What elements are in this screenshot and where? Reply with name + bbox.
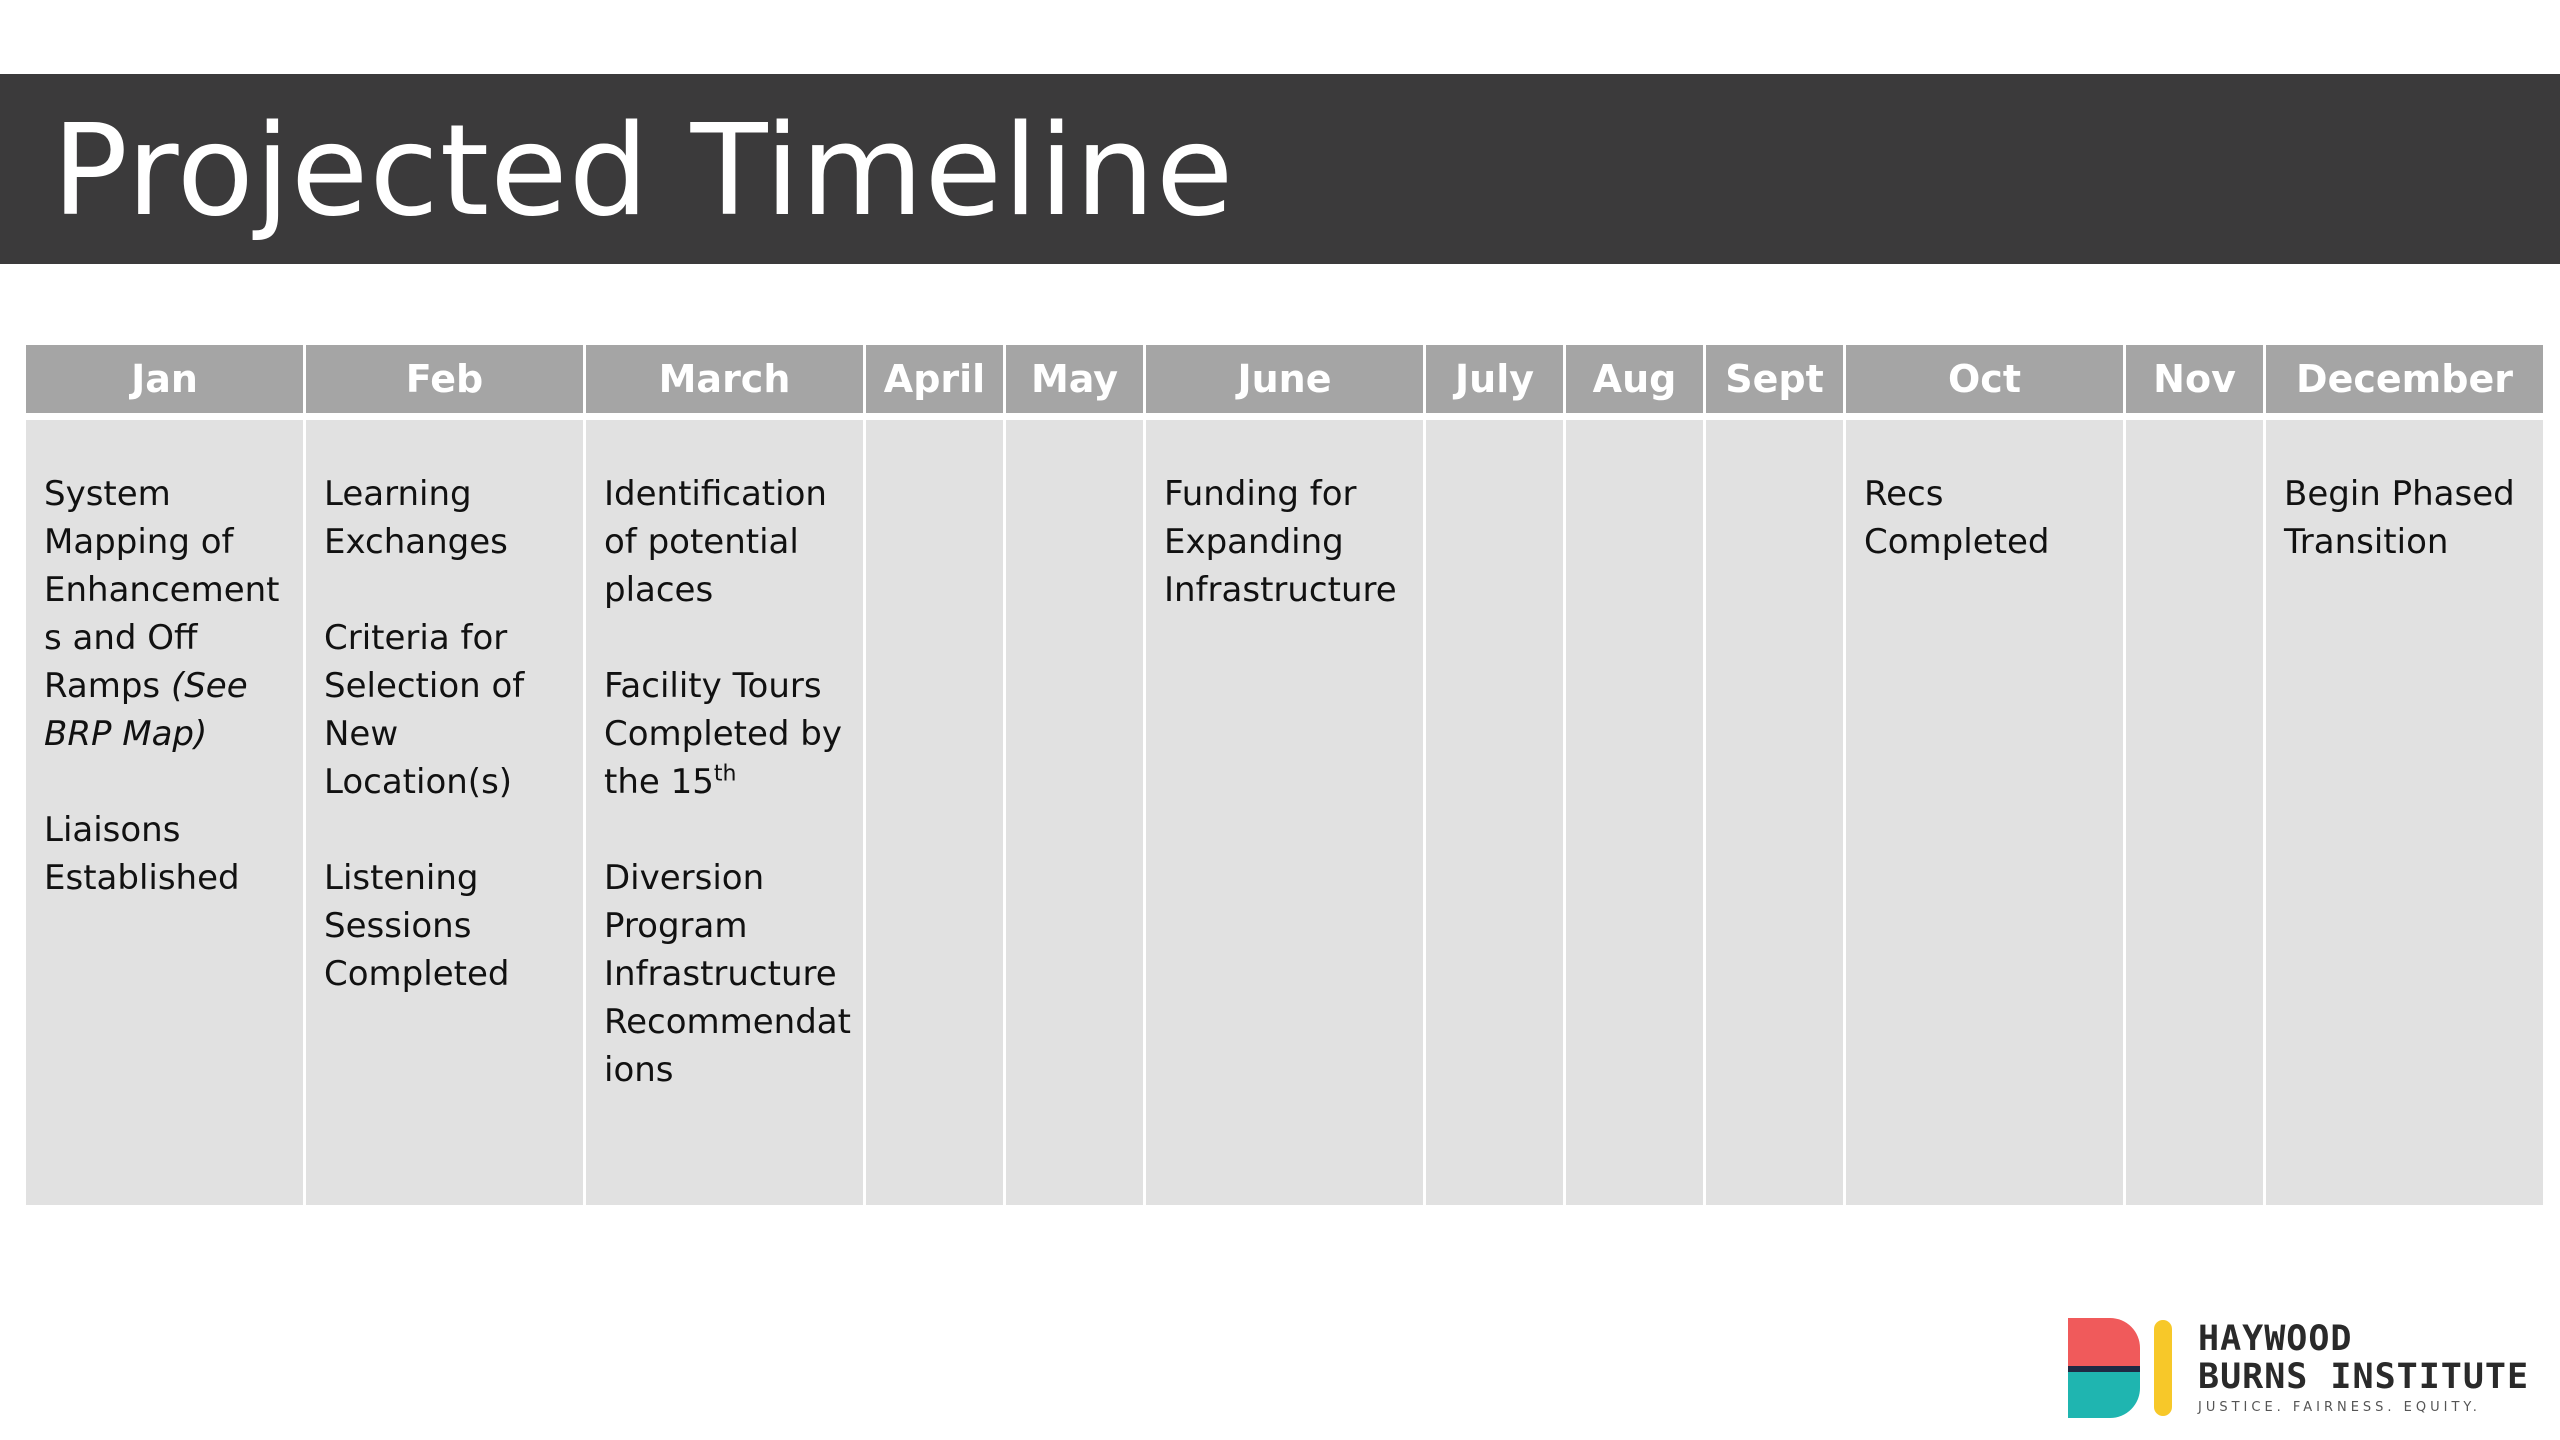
milestone-text: (See BRP Map): [44, 666, 248, 754]
milestone-text: Learning Exchanges: [324, 474, 508, 562]
month-header: Aug: [1566, 345, 1703, 413]
month-header: Oct: [1846, 345, 2123, 413]
milestone-text: Funding for Expanding Infrastructure: [1164, 474, 1397, 610]
month-column-jan: [26, 345, 306, 1205]
month-column-december: [2266, 345, 2546, 1205]
milestone-entry: [324, 854, 573, 998]
milestone-entry: [1164, 470, 1413, 614]
logo-line-2: BURNS INSTITUTE: [2198, 1357, 2530, 1397]
superscript-text: th: [713, 761, 737, 787]
month-header: April: [866, 345, 1003, 413]
milestone-text: Recs Completed: [1864, 474, 2050, 562]
month-cell-content: [1864, 470, 2113, 566]
month-cell: [26, 420, 303, 1205]
month-cell: [1426, 420, 1563, 1205]
milestone-text: Begin Phased Transition: [2284, 474, 2515, 562]
month-column-feb: [306, 345, 586, 1205]
logo-wordmark: [2198, 1320, 2529, 1415]
milestone-entry: [604, 470, 853, 614]
month-column-march: [586, 345, 866, 1205]
milestone-entry: [324, 614, 573, 806]
month-cell-content: [1164, 470, 1413, 614]
month-header: Sept: [1706, 345, 1843, 413]
timeline-table: [26, 345, 2535, 1205]
month-column-may: [1006, 345, 1146, 1205]
milestone-text: Identification of potential places: [604, 474, 827, 610]
month-column-nov: [2126, 345, 2266, 1205]
month-header: July: [1426, 345, 1563, 413]
milestone-text: Liaisons Established: [44, 810, 240, 898]
logo-tagline: JUSTICE. FAIRNESS. EQUITY.: [2198, 1400, 2481, 1415]
month-header: December: [2266, 345, 2543, 413]
month-column-oct: [1846, 345, 2126, 1205]
milestone-entry: [44, 806, 293, 902]
page-title: Projected Timeline: [52, 97, 1235, 244]
milestone-text: Facility Tours Completed by the 15: [604, 666, 842, 802]
month-column-aug: [1566, 345, 1706, 1205]
milestone-text: System Mapping of Enhancements and Off Ramps: [44, 474, 280, 706]
month-header: Jan: [26, 345, 303, 413]
month-cell: [1706, 420, 1843, 1205]
month-cell: [306, 420, 583, 1205]
month-header: May: [1006, 345, 1143, 413]
month-cell: [2266, 420, 2543, 1205]
milestone-text: Listening Sessions Completed: [324, 858, 510, 994]
milestone-entry: [44, 470, 293, 758]
milestone-entry: [2284, 470, 2533, 566]
month-header: Nov: [2126, 345, 2263, 413]
month-cell-content: [2284, 470, 2533, 566]
hbi-logo-icon: [2068, 1318, 2188, 1418]
month-cell-content: [324, 470, 573, 998]
month-header: Feb: [306, 345, 583, 413]
month-header: March: [586, 345, 863, 413]
month-cell: [866, 420, 1003, 1205]
month-cell: [1146, 420, 1423, 1205]
milestone-entry: [604, 662, 853, 806]
month-column-june: [1146, 345, 1426, 1205]
month-cell: [1566, 420, 1703, 1205]
month-cell: [586, 420, 863, 1205]
month-column-april: [866, 345, 1006, 1205]
month-cell: [1006, 420, 1143, 1205]
month-header: June: [1146, 345, 1423, 413]
month-cell-content: [44, 470, 293, 902]
month-cell-content: [604, 470, 853, 1094]
month-column-sept: [1706, 345, 1846, 1205]
milestone-entry: [604, 854, 853, 1094]
milestone-text: Diversion Program Infrastructure Recommendations: [604, 858, 851, 1090]
month-cell: [1846, 420, 2123, 1205]
month-column-july: [1426, 345, 1566, 1205]
logo-line-1: HAYWOOD: [2198, 1319, 2353, 1359]
month-cell: [2126, 420, 2263, 1205]
milestone-entry: [324, 470, 573, 566]
milestone-entry: [1864, 470, 2113, 566]
milestone-text: Criteria for Selection of New Location(s): [324, 618, 525, 802]
haywood-burns-logo: [2068, 1318, 2530, 1418]
